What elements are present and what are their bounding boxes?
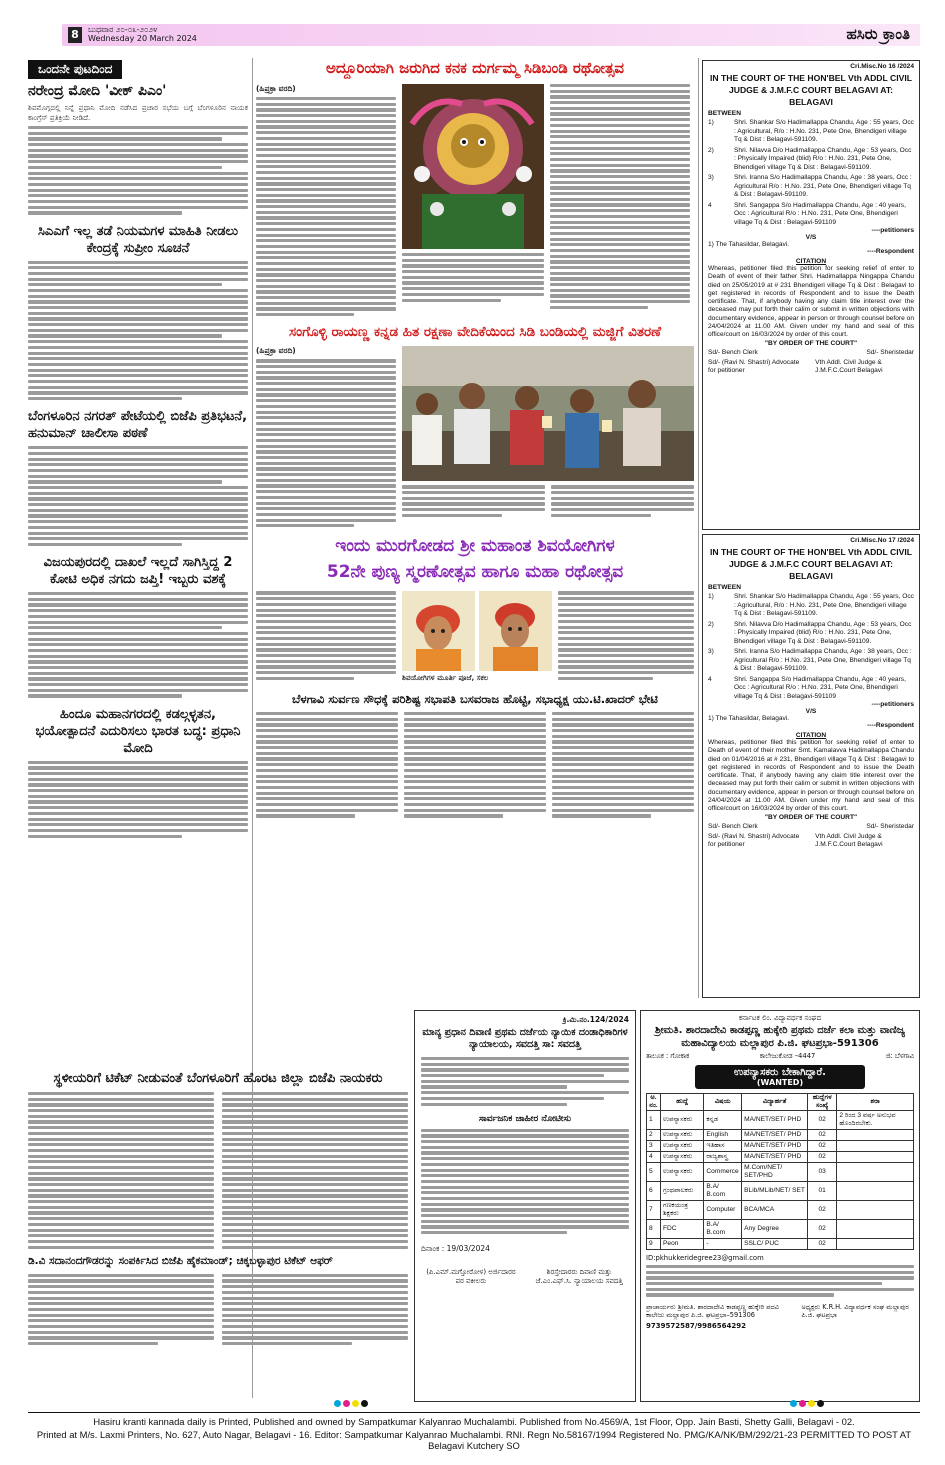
table-cell-subject: Commerce [704, 1163, 742, 1182]
citation-body: Whereas, petitioner filed this petition for seeking relief of enter to Death of event of their father Shri. Hadimallappa Ningappa Chandu died on 25/05/2019 at # 231 Bhendigeri village Tq & Dist : Belagavi to get registered in records of Respondent and to issue the Death certificate. That, if anybody having any claim title interest over the deceased may put forth their calim or submit in written objections with documentary evidence, appear in person or through counsel before on 24/04/2024 at 11.00 AM. Given under my hand and seal of this office/court on 16/03/2024 by order of this court. [708, 265, 914, 339]
principal-signature: ಪ್ರಾಚಾರ್ಯರು ಶ್ರೀಮತಿ. ಶಾರದಾದೇವಿ ಕಾಡಪ್ಪಣ್ಣ ಹುಕ್ಕೇರಿ ಪದವಿ ಕಾಲೇಜು ಮಲ್ಲಾಪುರ ಪಿ.ಜಿ. ಘಟಪ್ರಭಾ–591306 [646, 1302, 780, 1320]
table-row [647, 1130, 914, 1141]
buttermilk-photo [402, 346, 694, 481]
middle-column [256, 58, 694, 818]
table-cell-remark [837, 1182, 914, 1201]
party-number: 3) [708, 648, 714, 655]
col-header: ವಿದ್ಯಾರ್ಹತೆ [742, 1094, 808, 1111]
col-header: ವಿಷಯ [704, 1094, 742, 1111]
photo-caption: ಶಿವಯೋಗಿಗಳ ಮೂರ್ತಿ ಪೂಜೆ, ಸಕಲ [402, 673, 489, 683]
table-row [647, 1239, 914, 1250]
table-cell-qual: MA/NET/SET/ PHD [742, 1141, 808, 1152]
court-notice [702, 60, 920, 530]
deity-photo [402, 84, 544, 249]
table-cell-subject: B.A/ B.com [704, 1220, 742, 1239]
president-signature: ಅಧ್ಯಕ್ಷರು K.R.H. ವಿದ್ಯಾವರ್ಧಕ ಸಂಘ ಮಲ್ಲಾಪುರ ಪಿ.ಜಿ. ಘಟಪ್ರಭಾ [801, 1302, 909, 1320]
table-cell-post: ಉಪನ್ಯಾಸಕರು [661, 1141, 704, 1152]
order-label: "BY ORDER OF THE COURT" [764, 813, 858, 821]
party-entry [708, 593, 914, 619]
party-number: 1) [708, 119, 714, 126]
party-text: Shri. Iranna S/o Hadimallappa Chandu, Age : 38 years, Occ : Agricultural R/o : H.No. 231, Pete One, Bhendigeri village Tq & Dist : Belagavi-591109. [734, 174, 912, 198]
party-number: 1) [708, 593, 714, 600]
table-cell-remark [837, 1141, 914, 1152]
advocate: Sd/- (Ravi N. Shastri) Advocate for petitioner [708, 358, 800, 374]
between-label: BETWEEN [708, 110, 741, 117]
party-number: 4 [708, 201, 712, 209]
col-header: ಹುದ್ದೆಗಳ ಸಂಖ್ಯೆ [808, 1094, 837, 1111]
story-body [404, 712, 546, 818]
party-text: Shri. Shankar S/o Hadimallappa Chandu, Age : 55 years, Occ : Agricultural, R/o : H.No. 231, Pete One, Bhendigeri village Tq & Dist : Belagavi-591109. [734, 119, 914, 143]
party-text: Shri. Shankar S/o Hadimallappa Chandu, Age : 55 years, Occ : Agricultural, R/o : H.No. 231, Pete One, Bhendigeri village Tq & Dist : Belagavi-591109. [734, 593, 914, 617]
story-title: ಸ್ಥಳೀಯರಿಗೆ ಟಿಕೆಟ್ ನೀಡುವಂತೆ ಬೆಂಗಳೂರಿಗೆ ಹೊರಟ ಜಿಲ್ಲಾ ಬಿಜೆಪಿ ನಾಯಕರು [53, 1071, 383, 1086]
party-text: Shri. Sangappa S/o Hadimallappa Chandu, Age : 40 years, Occ : Agricultural R/o : H.No. 231, Pete One, Bhendigeri village Tq & Dist : Belagavi-591109 [734, 201, 906, 226]
table-cell-qual: MA/NET/SET/ PHD [742, 1111, 808, 1130]
party-text: Shri. Nilavva D/o Hadimallappa Chandu, Age : 53 years, Occ : Physically Impaired (blid) R/o : H.No. 231, Pete One, Bhendigeri village Tq & Dist : Belagavi-591109. [734, 146, 912, 171]
story-column [402, 84, 544, 316]
story-body [28, 1092, 214, 1249]
table-cell-count: 02 [808, 1239, 837, 1250]
court-title: IN THE COURT OF THE HON'BEL Vth ADDL CIVIL JUDGE & J.M.F.C COURT BELAGAVI AT: BELAGAVI [710, 73, 912, 107]
signatures [708, 349, 914, 357]
table-cell-remark [837, 1163, 914, 1182]
dateline: (ಹಿಪ್ರಕ್ರಾ ವರದಿ) [256, 84, 296, 93]
headline-murgod-line1: ಇಂದು ಮುರಗೋಡದ ಶ್ರೀ ಮಹಾಂತ ಶಿವಯೋಗಿಗಳ [335, 536, 615, 557]
vs-label: V/S [805, 234, 817, 241]
story-intro: ಶಿವಮೊಗ್ಗದಲ್ಲಿ ನಿನ್ನೆ ಪ್ರಧಾನಿ ಮೋದಿ ನಡೆಸಿದ ಪ್ರಚಾರ ಸಭೆಯ ಬಗ್ಗೆ ಬೆಂಗಳೂರಿನ ನಾಯಕ ಕಾಂಗ್ರೆಸ್ ಪ್ರತಿಕ್ರಿಯೆ ನೀಡಿದೆ. [28, 103, 248, 122]
table-header-row [647, 1094, 914, 1111]
respondent: 1) The Tahasildar, Belagavi. [708, 241, 790, 248]
table-cell-remark: 2 ರಿಂದ 3 ವರ್ಷ ಅನುಭವ ಹೊಂದಿರಬೇಕು. [837, 1111, 914, 1130]
story-column [558, 591, 694, 683]
party-number: 2) [708, 146, 714, 154]
table-cell-subject: B.A/ B.com [704, 1182, 742, 1201]
respondent-label: ----Respondent [867, 248, 914, 255]
column-rule [698, 58, 699, 998]
table-row [647, 1141, 914, 1152]
table-row [647, 1152, 914, 1163]
table-cell-qual: BCA/MCA [742, 1201, 808, 1220]
registration-marks [334, 1400, 382, 1408]
table-row [647, 1201, 914, 1220]
page-number: 8 [68, 27, 82, 43]
college-society: ಕರ್ನಾಟಕ ಲಿಂ. ವಿದ್ಯಾವರ್ಧಕ ಸಂಘದ [738, 1014, 822, 1022]
table-cell-count: 01 [808, 1182, 837, 1201]
story-body [28, 126, 248, 215]
table-cell-subject: English [704, 1130, 742, 1141]
college-district: ಜಿ: ಬೆಳಗಾವಿ [885, 1052, 914, 1060]
college-code: ಕಾಲೇಜುಕೋಡ –4447 [759, 1052, 816, 1060]
table-row [647, 1220, 914, 1239]
table-cell-subject: Computer [704, 1201, 742, 1220]
petitioners-label: ----petitioners [871, 701, 914, 708]
headline-suvarna-soudha: ಬೆಳಗಾವಿ ಸುರ್ವಣ ಸೌಧಕ್ಕೆ ಪರಿಶಿಷ್ಟ ಸಭಾಪತಿ ಬಸವರಾಜ ಹೊಟ್ಟಿ, ಸಭಾಧ್ಯಕ್ಷ ಯು.ಟಿ.ಖಾದರ್ ಭೇಟಿ [292, 691, 658, 706]
table-cell-subject: ಕನ್ನಡ [704, 1111, 742, 1130]
imprint-line-1: Hasiru kranti kannada daily is Printed, Published and owned by Sampatkumar Kalyanrao Muchalambi. Published from No.4569/A, 1st Floor, Opp. Jain Basti, Shetty Galli, Belagavi - 02. [93, 1416, 855, 1427]
headline-siddibandi: ಅದ್ದೂರಿಯಾಗಿ ಜರುಗಿದ ಕನಕ ದುರ್ಗಮ್ಮ ಸಿಡಿಬಂಡಿ ರಥೋತ್ಸವ [325, 59, 625, 77]
table-cell-post: ಗಣಕಯಂತ್ರ ಶಿಕ್ಷಕರು [661, 1201, 704, 1220]
col-header: ಶರಾ [837, 1094, 914, 1111]
party-text: Shri. Iranna S/o Hadimallappa Chandu, Age : 38 years, Occ : Agricultural R/o : H.No. 231, Pete One, Bhendigeri village Tq & Dist : Belagavi-591109. [734, 648, 912, 672]
table-cell-count: 02 [808, 1201, 837, 1220]
story-body [222, 1274, 408, 1345]
party-number: 3) [708, 174, 714, 181]
headline-buttermilk: ಸಂಗೊಳ್ಳಿ ರಾಯಣ್ಣ ಕನ್ನಡ ಹಿತ ರಕ್ಷಣಾ ವೇದಿಕೆಯಿಂದ ಸಿಡಿ ಬಂಡಿಯಲ್ಲಿ ಮಜ್ಜಿಗೆ ವಿತರಣೆ [289, 324, 661, 341]
table-cell-n: 4 [647, 1152, 661, 1163]
story-title: ವಿಜಯಪುರದಲ್ಲಿ ದಾಖಲೆ ಇಲ್ಲದೆ ಸಾಗಿಸ್ತಿದ್ದ 2 ಕೋಟಿ ಅಧಿಕ ನಗದು ಜಪ್ತಿ! ಇಬ್ಬರು ವಶಕ್ಕೆ [43, 555, 233, 588]
table-cell-n: 2 [647, 1130, 661, 1141]
party-text: Shri. Sangappa S/o Hadimallappa Chandu, Age : 40 years, Occ : Agricultural R/o : H.No. 231, Pete One, Bhendigeri village Tq & Dist : Belagavi-591109 [734, 675, 906, 700]
table-cell-remark [837, 1220, 914, 1239]
respondent: 1) The Tahasildar, Belagavi. [708, 715, 790, 722]
bench-clerk: Sd/- Bench Clerk [708, 348, 758, 356]
story-column [256, 84, 396, 316]
imprint-line-2: Printed at M/s. Laxmi Printers, No. 627, Auto Nagar, Belagavi - 16. Editor: Sampatkumar Kalyanrao Muchalambi. RNI. Regn No.58167/1994 Registered No. PMG/KA/NK/BM/292/21-23 PERMITTED TO POST AT Belagavi Kutchery SO [36, 1429, 912, 1451]
story-body [28, 261, 248, 401]
left-column [28, 58, 248, 838]
table-cell-remark [837, 1201, 914, 1220]
masthead [62, 24, 920, 46]
date-kannada: ಬುಧವಾರ ೨೦-೦೩-೨೦೨೪ [88, 25, 158, 34]
bench-clerk: Sd/- Bench Clerk [708, 822, 758, 830]
table-cell-post: ಉಪನ್ಯಾಸಕರು [661, 1152, 704, 1163]
notice-date: ದಿನಾಂಕ : 19/03/2024 [421, 1244, 490, 1254]
signatures [708, 359, 914, 375]
dateline: (ಹಿಪ್ರಕ್ರಾ ವರದಿ) [256, 346, 296, 356]
story-body [28, 761, 248, 838]
citation-label: CITATION [795, 258, 827, 265]
table-cell-count: 02 [808, 1111, 837, 1130]
table-cell-n: 6 [647, 1182, 661, 1201]
citation-body: Whereas, petitioner filed this petition for seeking relief of enter to Death of event of their mother Smt. Kamalavva Hadimallappa Chandu died on 01/04/2016 at # 231, Bhendigeri village Tq & Dist : Belagavi to get registered in records of Respondent and to issue the Death certificate. That, if anybody having any claim title interest over the deceased may put forth their calim or submit in written objections with documentary evidence, appear in person or through counsel before on 24/04/2024 at 11.00 AM. Given under my hand and seal of this office/court on 16/03/2024 by order of this court. [708, 739, 914, 813]
col-header: ಹುದ್ದೆ [661, 1094, 704, 1111]
between-label: BETWEEN [708, 584, 741, 591]
wanted-kannada: ಉಪನ್ಯಾಸಕರು ಬೇಕಾಗಿದ್ದಾರೆ. [734, 1067, 826, 1078]
kannada-court-notice [414, 1010, 636, 1402]
judge: Vth Addl. Civil Judge & J.M.F.C.Court Belagavi [815, 358, 883, 374]
table-cell-n: 8 [647, 1220, 661, 1239]
party-entry [708, 174, 914, 200]
table-cell-count: 03 [808, 1163, 837, 1182]
sheristedar: Sd/- Sheristedar [866, 348, 914, 356]
table-cell-subject: - [704, 1239, 742, 1250]
party-entry [708, 648, 914, 674]
table-cell-post: Peon [661, 1239, 704, 1250]
table-cell-remark [837, 1239, 914, 1250]
story-subtitle: ಡಿ.ವಿ ಸದಾನಂದಗೌಡರನ್ನು ಸಂಪರ್ಕಿಸಿದ ಬಿಜೆಪಿ ಹೈಕಮಾಂಡ್; ಚಿಕ್ಕಬಳ್ಳಾಪುರ ಟಿಕೆಟ್ ಆಫರ್ [28, 1254, 333, 1267]
table-cell-qual: Any Degree [742, 1220, 808, 1239]
table-cell-post: FDC [661, 1220, 704, 1239]
court-title: ಮಾನ್ಯ ಪ್ರಧಾನ ದಿವಾಣಿ ಪ್ರಥಮ ದರ್ಜೆಯ ನ್ಯಾಯಿಕ ದಂಡಾಧಿಕಾರಿಗಳ ನ್ಯಾಯಾಲಯ, ಸವದತ್ತಿ ಸಾ: ಸವದತ್ತಿ [422, 1027, 628, 1050]
vs-label: V/S [805, 708, 817, 715]
party-number: 4 [708, 675, 712, 683]
court-title: IN THE COURT OF THE HON'BEL Vth ADDL CIVIL JUDGE & J.M.F.C COURT BELAGAVI AT: BELAGAVI [710, 547, 912, 581]
citation-label: CITATION [795, 732, 827, 739]
story-body [28, 1274, 214, 1345]
college-taluk: ತಾಲೂಕ : ಗೋಕಾಕ [646, 1052, 690, 1060]
table-cell-subject: ರಾಜ್ಯಶಾಸ್ತ್ರ [704, 1152, 742, 1163]
story-column [550, 84, 690, 316]
party-entry [708, 676, 914, 702]
table-cell-n: 9 [647, 1239, 661, 1250]
wanted-english: (WANTED) [756, 1078, 804, 1087]
college-email: ID:pkhukkeridegree23@gmail.com [646, 1254, 764, 1262]
table-cell-count: 02 [808, 1152, 837, 1163]
table-cell-n: 1 [647, 1111, 661, 1130]
story-title: ನರೇಂದ್ರ ಮೋದಿ 'ವೀಕ್ ಪಿಎಂ' [28, 83, 167, 99]
table-cell-qual: SSLC/ PUC [742, 1239, 808, 1250]
table-row [647, 1163, 914, 1182]
notice-title: ಸಾರ್ವಜನಿಕ ಜಾಹೀರ ನೋಟೀಸು [478, 1113, 572, 1124]
party-entry [708, 621, 914, 647]
party-number: 2) [708, 620, 714, 628]
table-cell-post: ಉಪನ್ಯಾಸಕರು [661, 1130, 704, 1141]
court-notice [702, 534, 920, 998]
story-body [552, 712, 694, 818]
table-cell-qual: MA/NET/SET/ PHD [742, 1130, 808, 1141]
story-title: ಬೆಂಗಳೂರಿನ ನಗರತ್ ಪೇಟೆಯಲ್ಲಿ ಬಿಜೆಪಿ ಪ್ರತಿಭಟನೆ, ಹನುಮಾನ್ ಚಾಲೀಸಾ ಪಠಣೆ [28, 409, 248, 442]
table-cell-remark [837, 1152, 914, 1163]
table-cell-qual: MA/NET/SET/ PHD [742, 1152, 808, 1163]
story-body [222, 1092, 408, 1249]
advocate: Sd/- (Ravi N. Shastri) Advocate for petitioner [708, 832, 800, 848]
story-column [256, 346, 396, 527]
newspaper-name: ಹಸಿರು ಕ್ರಾಂತಿ [846, 25, 910, 43]
sheristedar: Sd/- Sheristedar [866, 822, 914, 830]
table-cell-qual: M.Com/NET/ SET/PHD [742, 1163, 808, 1182]
wanted-banner [695, 1065, 865, 1089]
table-cell-subject: ಇತಿಹಾಸ [704, 1141, 742, 1152]
table-cell-count: 02 [808, 1130, 837, 1141]
judge: Vth Addl. Civil Judge & J.M.F.C.Court Belagavi [815, 832, 883, 848]
date-english: Wednesday 20 March 2024 [88, 34, 197, 43]
story-column [402, 591, 552, 683]
vacancy-table [646, 1093, 914, 1250]
table-row [647, 1182, 914, 1201]
case-number: Cri.Misc.No 17 /2024 [850, 537, 914, 544]
table-row [647, 1111, 914, 1130]
story-column [256, 591, 396, 683]
table-cell-remark [837, 1130, 914, 1141]
table-cell-count: 02 [808, 1220, 837, 1239]
bottom-story [28, 1070, 408, 1345]
table-cell-n: 3 [647, 1141, 661, 1152]
party-entry [708, 119, 914, 145]
swamiji-portraits [402, 591, 552, 671]
story-title: ಹಿಂದೂ ಮಹಾನಗರದಲ್ಲಿ ಕಡಲ್ಗಳ್ಳತನ, ಭಯೋತ್ಪಾದನೆ ಎದುರಿಸಲು ಭಾರತ ಬದ್ಧ: ಪ್ರಧಾನಿ ಮೋದಿ [35, 706, 241, 756]
sheristedar-signature: ಶಿರಸ್ತೇದಾರರು ದಿವಾಣಿ ಮತ್ತು ಜೆ.ಎಂ.ಎಫ್.ಸಿ. ನ್ಯಾಯಾಲಯ ಸವದತ್ತಿ [535, 1268, 623, 1286]
table-cell-qual: BLib/MLib/NET/ SET [742, 1182, 808, 1201]
story-body [28, 446, 248, 546]
table-cell-post: ಉಪನ್ಯಾಸಕರು [661, 1111, 704, 1130]
case-number: ಕ್ರಿ.ಮಿ.ನಂ.124/2024 [562, 1015, 629, 1024]
party-entry [708, 147, 914, 173]
college-advertisement [640, 1010, 920, 1402]
party-entry [708, 202, 914, 228]
party-text: Shri. Nilavva D/o Hadimallappa Chandu, Age : 53 years, Occ : Physically Impaired (blid) R/o : H.No. 231, Pete One, Bhendigeri village Tq & Dist : Belagavi-591109. [734, 620, 912, 645]
order-label: "BY ORDER OF THE COURT" [764, 339, 858, 347]
case-number: Cri.Misc.No 16 /2024 [850, 63, 914, 70]
college-phone: 9739572587/9986564292 [646, 1321, 746, 1330]
col-header: ಅ. ನಂ. [647, 1094, 661, 1111]
signatures [708, 823, 914, 831]
imprint-footer [28, 1412, 920, 1451]
story-column [402, 346, 694, 527]
signatures [708, 833, 914, 849]
respondent-label: ----Respondent [867, 722, 914, 729]
table-cell-n: 5 [647, 1163, 661, 1182]
table-cell-post: ಗ್ರಂಥಪಾಲಕರು [661, 1182, 704, 1201]
petitioners-label: ----petitioners [871, 227, 914, 234]
section-label: ಒಂದನೇ ಪುಟದಿಂದ [28, 60, 122, 79]
table-cell-n: 7 [647, 1201, 661, 1220]
story-body [28, 592, 248, 698]
advocate-signature: (ಪಿ.ಎಮ್.ಮಗ್ತೋರೋಳ) ಅರ್ಜಿದಾರರ ಪರ ವಕೀಲರು [426, 1268, 516, 1286]
story-body [256, 712, 398, 818]
table-cell-count: 02 [808, 1141, 837, 1152]
headline-murgod-line2: 52ನೇ ಪುಣ್ಯ ಸ್ಮರಣೋತ್ಸವ ಹಾಗೂ ಮಹಾ ರಥೋತ್ಸವ [326, 562, 624, 583]
registration-marks [790, 1400, 838, 1408]
college-title: ಶ್ರೀಮತಿ. ಶಾರದಾದೇವಿ ಕಾಡಪ್ಪಣ್ಣ ಹುಕ್ಕೇರಿ ಪ್ರಥಮ ದರ್ಜೆ ಕಲಾ ಮತ್ತು ವಾಣಿಜ್ಯ ಮಹಾವಿದ್ಯಾಲಯ ಮಲ್ಲಾಪುರ ಪಿ.ಜಿ. ಘಟಪ್ರಭಾ-591306 [654, 1025, 905, 1049]
table-cell-post: ಉಪನ್ಯಾಸಕರು [661, 1163, 704, 1182]
story-title: ಸಿಎಎಗೆ ಇಲ್ಲ ತಡೆ ನಿಯಮಗಳ ಮಾಹಿತಿ ನೀಡಲು ಕೇಂದ್ರಕ್ಕೆ ಸುಪ್ರೀಂ ಸೂಚನೆ [37, 223, 239, 256]
